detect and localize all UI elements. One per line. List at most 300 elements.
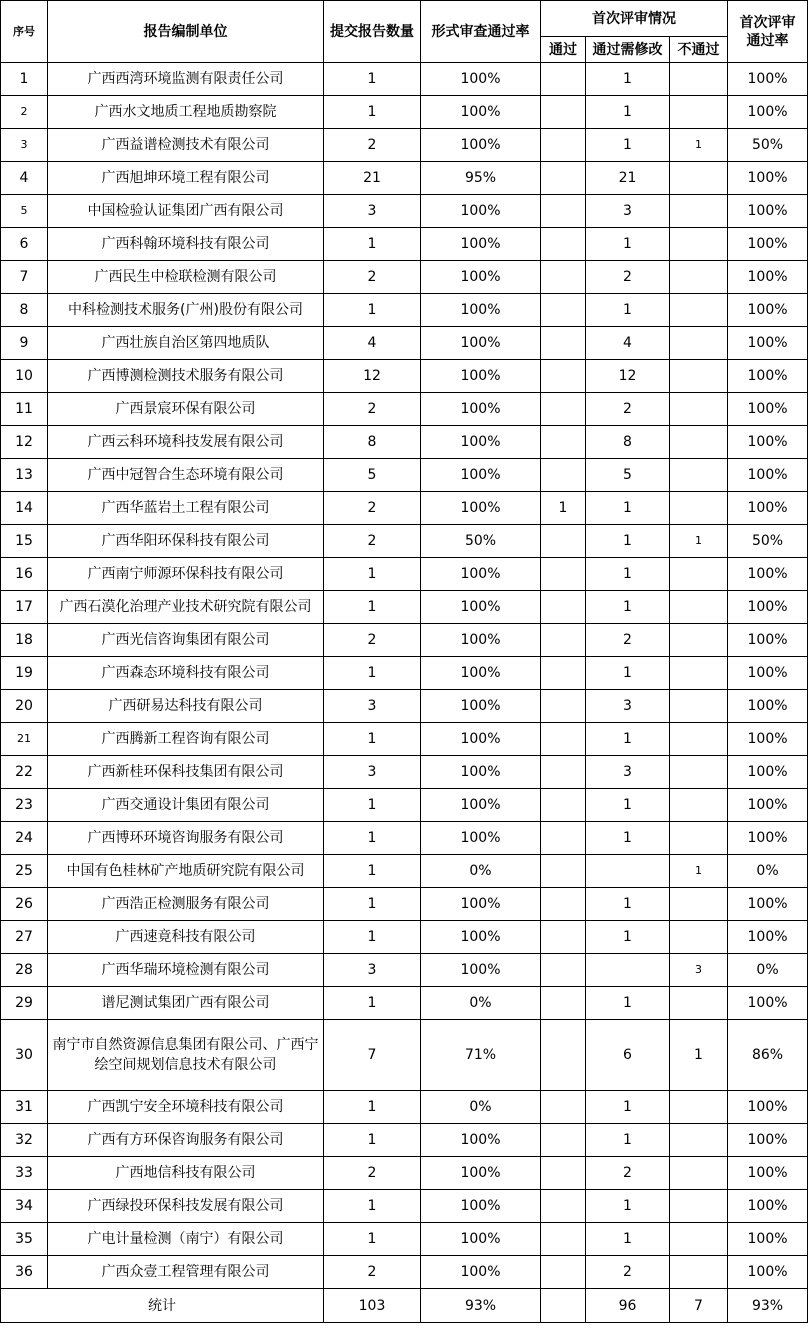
row-fail — [670, 195, 728, 228]
row-unit-name: 广西西湾环境监测有限责任公司 — [48, 63, 324, 96]
row-seq: 18 — [1, 624, 48, 657]
table-row — [1, 492, 808, 525]
row-pass — [541, 987, 586, 1020]
row-seq: 31 — [1, 1091, 48, 1124]
row-fail — [670, 690, 728, 723]
row-first-rate: 100% — [728, 789, 808, 822]
row-pass — [541, 195, 586, 228]
row-seq: 22 — [1, 756, 48, 789]
table-row — [1, 723, 808, 756]
row-unit-name: 广西腾新工程咨询有限公司 — [48, 723, 324, 756]
row-first-rate: 100% — [728, 1091, 808, 1124]
row-seq: 11 — [1, 393, 48, 426]
table-row — [1, 525, 808, 558]
row-pass-mod: 4 — [586, 327, 670, 360]
row-first-rate: 100% — [728, 393, 808, 426]
row-seq: 3 — [1, 129, 48, 162]
row-formal-rate: 50% — [421, 525, 541, 558]
row-formal-rate: 100% — [421, 195, 541, 228]
row-seq: 15 — [1, 525, 48, 558]
row-formal-rate: 100% — [421, 129, 541, 162]
row-unit-name: 广西森态环境科技有限公司 — [48, 657, 324, 690]
row-fail — [670, 657, 728, 690]
row-fail — [670, 624, 728, 657]
row-fail — [670, 822, 728, 855]
summary-formal: 93% — [421, 1289, 541, 1323]
row-first-rate: 100% — [728, 1124, 808, 1157]
row-first-rate: 100% — [728, 624, 808, 657]
row-first-rate: 100% — [728, 426, 808, 459]
row-fail — [670, 1223, 728, 1256]
table-row — [1, 1020, 808, 1091]
row-first-rate: 100% — [728, 63, 808, 96]
row-formal-rate: 0% — [421, 1091, 541, 1124]
table-row — [1, 1091, 808, 1124]
row-pass-mod: 2 — [586, 261, 670, 294]
row-first-rate: 100% — [728, 228, 808, 261]
row-seq: 5 — [1, 195, 48, 228]
row-count: 2 — [324, 492, 421, 525]
row-formal-rate: 100% — [421, 756, 541, 789]
row-count: 1 — [324, 657, 421, 690]
row-pass-mod: 1 — [586, 1091, 670, 1124]
row-fail — [670, 261, 728, 294]
row-formal-rate: 100% — [421, 459, 541, 492]
row-formal-rate: 100% — [421, 888, 541, 921]
row-unit-name: 广西科翰环境科技有限公司 — [48, 228, 324, 261]
row-count: 1 — [324, 1223, 421, 1256]
table-row — [1, 756, 808, 789]
table-row — [1, 822, 808, 855]
summary-label: 统计 — [1, 1289, 324, 1323]
table-row — [1, 261, 808, 294]
summary-count: 103 — [324, 1289, 421, 1323]
row-pass — [541, 690, 586, 723]
row-unit-name: 广西博测检测技术服务有限公司 — [48, 360, 324, 393]
row-seq: 25 — [1, 855, 48, 888]
row-fail — [670, 96, 728, 129]
header-pass-mod: 通过需修改 — [586, 37, 670, 63]
row-first-rate: 50% — [728, 129, 808, 162]
row-pass-mod: 1 — [586, 1223, 670, 1256]
row-unit-name: 广西新桂环保科技集团有限公司 — [48, 756, 324, 789]
row-fail — [670, 228, 728, 261]
row-count: 1 — [324, 888, 421, 921]
row-count: 3 — [324, 690, 421, 723]
row-count: 3 — [324, 756, 421, 789]
row-formal-rate: 100% — [421, 921, 541, 954]
row-pass — [541, 327, 586, 360]
row-pass — [541, 459, 586, 492]
row-fail — [670, 789, 728, 822]
table-row — [1, 558, 808, 591]
row-pass-mod: 1 — [586, 657, 670, 690]
row-count: 1 — [324, 591, 421, 624]
row-formal-rate: 100% — [421, 558, 541, 591]
row-unit-name: 广西壮族自治区第四地质队 — [48, 327, 324, 360]
row-first-rate: 100% — [728, 261, 808, 294]
row-unit-name: 广西交通设计集团有限公司 — [48, 789, 324, 822]
row-first-rate: 100% — [728, 921, 808, 954]
row-seq: 10 — [1, 360, 48, 393]
row-first-rate: 100% — [728, 327, 808, 360]
row-unit-name: 中国检验认证集团广西有限公司 — [48, 195, 324, 228]
row-unit-name: 广西旭坤环境工程有限公司 — [48, 162, 324, 195]
row-first-rate: 100% — [728, 1223, 808, 1256]
row-fail — [670, 459, 728, 492]
row-unit-name: 广西石漠化治理产业技术研究院有限公司 — [48, 591, 324, 624]
summary-pass — [541, 1289, 586, 1323]
row-pass — [541, 954, 586, 987]
row-formal-rate: 100% — [421, 327, 541, 360]
table-row — [1, 459, 808, 492]
row-fail — [670, 426, 728, 459]
table-row — [1, 954, 808, 987]
row-formal-rate: 100% — [421, 1223, 541, 1256]
row-count: 3 — [324, 195, 421, 228]
row-pass-mod: 1 — [586, 525, 670, 558]
row-fail — [670, 162, 728, 195]
row-fail — [670, 327, 728, 360]
header-seq: 序号 — [1, 1, 48, 63]
row-formal-rate: 100% — [421, 1157, 541, 1190]
row-unit-name: 广西南宁师源环保科技有限公司 — [48, 558, 324, 591]
row-seq: 19 — [1, 657, 48, 690]
header-formal-rate: 形式审查通过率 — [421, 1, 541, 63]
table-row — [1, 624, 808, 657]
row-pass — [541, 1157, 586, 1190]
row-formal-rate: 100% — [421, 228, 541, 261]
row-seq: 2 — [1, 96, 48, 129]
row-seq: 8 — [1, 294, 48, 327]
row-unit-name: 南宁市自然资源信息集团有限公司、广西宁绘空间规划信息技术有限公司 — [48, 1020, 324, 1091]
table-row — [1, 888, 808, 921]
table-row — [1, 195, 808, 228]
row-pass — [541, 1091, 586, 1124]
header-first-review: 首次评审情况 — [541, 1, 728, 37]
row-seq: 14 — [1, 492, 48, 525]
row-pass — [541, 162, 586, 195]
table-row — [1, 327, 808, 360]
row-seq: 33 — [1, 1157, 48, 1190]
row-unit-name: 广西浩正检测服务有限公司 — [48, 888, 324, 921]
row-fail — [670, 558, 728, 591]
row-seq: 4 — [1, 162, 48, 195]
row-pass-mod: 1 — [586, 921, 670, 954]
row-pass — [541, 1223, 586, 1256]
row-pass-mod: 21 — [586, 162, 670, 195]
table-row — [1, 162, 808, 195]
header-first-rate-line1: 首次评审 — [739, 14, 796, 31]
table-row — [1, 591, 808, 624]
row-first-rate: 100% — [728, 756, 808, 789]
summary-row — [1, 1289, 808, 1323]
row-pass — [541, 360, 586, 393]
row-count: 2 — [324, 129, 421, 162]
row-first-rate: 100% — [728, 162, 808, 195]
row-pass — [541, 129, 586, 162]
row-count: 1 — [324, 228, 421, 261]
row-fail — [670, 1157, 728, 1190]
row-unit-name: 广西有方环保咨询服务有限公司 — [48, 1124, 324, 1157]
row-pass-mod: 1 — [586, 888, 670, 921]
table-row — [1, 921, 808, 954]
row-first-rate: 100% — [728, 723, 808, 756]
table-row — [1, 426, 808, 459]
row-first-rate: 0% — [728, 855, 808, 888]
row-formal-rate: 100% — [421, 1124, 541, 1157]
row-pass — [541, 591, 586, 624]
row-count: 1 — [324, 789, 421, 822]
row-pass-mod: 3 — [586, 690, 670, 723]
row-unit-name: 广西绿投环保科技发展有限公司 — [48, 1190, 324, 1223]
summary-rate: 93% — [728, 1289, 808, 1323]
row-pass-mod: 3 — [586, 195, 670, 228]
row-seq: 24 — [1, 822, 48, 855]
row-first-rate: 100% — [728, 822, 808, 855]
row-unit-name: 广西华瑞环境检测有限公司 — [48, 954, 324, 987]
row-seq: 1 — [1, 63, 48, 96]
row-count: 2 — [324, 1256, 421, 1289]
row-count: 1 — [324, 1190, 421, 1223]
table-row — [1, 789, 808, 822]
row-unit-name: 广西凯宁安全环境科技有限公司 — [48, 1091, 324, 1124]
table-row — [1, 1124, 808, 1157]
row-seq: 36 — [1, 1256, 48, 1289]
row-fail — [670, 360, 728, 393]
row-pass-mod: 1 — [586, 789, 670, 822]
row-seq: 27 — [1, 921, 48, 954]
row-fail — [670, 294, 728, 327]
row-pass — [541, 1020, 586, 1091]
row-pass-mod: 1 — [586, 558, 670, 591]
row-seq: 17 — [1, 591, 48, 624]
row-pass — [541, 624, 586, 657]
row-first-rate: 86% — [728, 1020, 808, 1091]
row-count: 1 — [324, 558, 421, 591]
row-unit-name: 广电计量检测（南宁）有限公司 — [48, 1223, 324, 1256]
row-first-rate: 100% — [728, 987, 808, 1020]
row-formal-rate: 100% — [421, 261, 541, 294]
row-pass-mod: 1 — [586, 129, 670, 162]
row-first-rate: 100% — [728, 96, 808, 129]
row-count: 1 — [324, 1124, 421, 1157]
row-count: 12 — [324, 360, 421, 393]
row-seq: 32 — [1, 1124, 48, 1157]
row-count: 7 — [324, 1020, 421, 1091]
row-pass-mod: 12 — [586, 360, 670, 393]
row-first-rate: 100% — [728, 195, 808, 228]
row-count: 1 — [324, 96, 421, 129]
row-pass-mod: 3 — [586, 756, 670, 789]
row-count: 1 — [324, 294, 421, 327]
table-row — [1, 96, 808, 129]
row-unit-name: 广西地信科技有限公司 — [48, 1157, 324, 1190]
row-pass-mod: 8 — [586, 426, 670, 459]
row-pass — [541, 525, 586, 558]
row-seq: 21 — [1, 723, 48, 756]
row-unit-name: 广西水文地质工程地质勘察院 — [48, 96, 324, 129]
table-row — [1, 129, 808, 162]
row-seq: 34 — [1, 1190, 48, 1223]
row-seq: 7 — [1, 261, 48, 294]
row-fail — [670, 1124, 728, 1157]
row-count: 2 — [324, 1157, 421, 1190]
row-first-rate: 100% — [728, 591, 808, 624]
row-first-rate: 0% — [728, 954, 808, 987]
table-row — [1, 393, 808, 426]
row-pass-mod: 1 — [586, 987, 670, 1020]
row-fail — [670, 393, 728, 426]
row-count: 5 — [324, 459, 421, 492]
row-first-rate: 100% — [728, 492, 808, 525]
row-count: 1 — [324, 723, 421, 756]
row-pass-mod: 1 — [586, 723, 670, 756]
row-pass — [541, 723, 586, 756]
row-first-rate: 100% — [728, 1256, 808, 1289]
row-pass-mod: 2 — [586, 1256, 670, 1289]
header-fail: 不通过 — [670, 37, 728, 63]
row-first-rate: 100% — [728, 459, 808, 492]
table-body — [1, 63, 808, 1289]
row-pass: 1 — [541, 492, 586, 525]
row-seq: 16 — [1, 558, 48, 591]
row-fail — [670, 1256, 728, 1289]
table-row — [1, 690, 808, 723]
row-pass — [541, 228, 586, 261]
row-seq: 13 — [1, 459, 48, 492]
row-first-rate: 100% — [728, 657, 808, 690]
row-pass — [541, 1124, 586, 1157]
row-pass-mod: 1 — [586, 63, 670, 96]
row-formal-rate: 100% — [421, 393, 541, 426]
table-row — [1, 294, 808, 327]
row-unit-name: 广西众壹工程管理有限公司 — [48, 1256, 324, 1289]
row-fail — [670, 591, 728, 624]
row-pass-mod: 1 — [586, 492, 670, 525]
header-pass: 通过 — [541, 37, 586, 63]
row-formal-rate: 100% — [421, 954, 541, 987]
row-fail — [670, 63, 728, 96]
row-count: 2 — [324, 624, 421, 657]
row-unit-name: 广西华蓝岩土工程有限公司 — [48, 492, 324, 525]
row-formal-rate: 100% — [421, 426, 541, 459]
row-pass-mod: 2 — [586, 1157, 670, 1190]
table-row — [1, 1223, 808, 1256]
row-seq: 12 — [1, 426, 48, 459]
row-fail — [670, 987, 728, 1020]
row-pass-mod: 1 — [586, 1190, 670, 1223]
row-count: 2 — [324, 393, 421, 426]
row-fail: 1 — [670, 525, 728, 558]
row-unit-name: 广西速竟科技有限公司 — [48, 921, 324, 954]
row-pass — [541, 1256, 586, 1289]
table-row — [1, 657, 808, 690]
table-row — [1, 228, 808, 261]
row-count: 4 — [324, 327, 421, 360]
row-seq: 6 — [1, 228, 48, 261]
row-count: 1 — [324, 855, 421, 888]
row-pass — [541, 294, 586, 327]
row-first-rate: 100% — [728, 888, 808, 921]
row-pass-mod — [586, 954, 670, 987]
row-pass-mod: 1 — [586, 294, 670, 327]
row-pass-mod: 2 — [586, 624, 670, 657]
row-seq: 35 — [1, 1223, 48, 1256]
row-pass — [541, 558, 586, 591]
row-unit-name: 广西益谱检测技术有限公司 — [48, 129, 324, 162]
row-seq: 26 — [1, 888, 48, 921]
row-fail: 3 — [670, 954, 728, 987]
row-formal-rate: 100% — [421, 624, 541, 657]
row-unit-name: 广西博环环境咨询服务有限公司 — [48, 822, 324, 855]
table-row — [1, 1190, 808, 1223]
header-first-rate-line2: 通过率 — [746, 32, 789, 49]
row-fail — [670, 492, 728, 525]
row-pass — [541, 657, 586, 690]
row-fail: 1 — [670, 1020, 728, 1091]
summary-mod: 96 — [586, 1289, 670, 1323]
row-formal-rate: 100% — [421, 789, 541, 822]
row-pass — [541, 1190, 586, 1223]
header-unit: 报告编制单位 — [48, 1, 324, 63]
row-seq: 20 — [1, 690, 48, 723]
row-pass-mod: 5 — [586, 459, 670, 492]
row-formal-rate: 0% — [421, 855, 541, 888]
row-first-rate: 100% — [728, 690, 808, 723]
row-fail — [670, 921, 728, 954]
row-count: 1 — [324, 63, 421, 96]
row-formal-rate: 100% — [421, 492, 541, 525]
row-pass — [541, 261, 586, 294]
row-pass — [541, 96, 586, 129]
header-count: 提交报告数量 — [324, 1, 421, 63]
row-formal-rate: 100% — [421, 690, 541, 723]
row-formal-rate: 71% — [421, 1020, 541, 1091]
row-fail: 1 — [670, 855, 728, 888]
row-formal-rate: 95% — [421, 162, 541, 195]
row-fail — [670, 888, 728, 921]
row-unit-name: 广西中冠智合生态环境有限公司 — [48, 459, 324, 492]
row-pass — [541, 888, 586, 921]
row-unit-name: 广西研易达科技有限公司 — [48, 690, 324, 723]
row-formal-rate: 100% — [421, 1190, 541, 1223]
row-formal-rate: 100% — [421, 1256, 541, 1289]
row-count: 1 — [324, 987, 421, 1020]
row-first-rate: 100% — [728, 1157, 808, 1190]
row-pass — [541, 426, 586, 459]
row-formal-rate: 0% — [421, 987, 541, 1020]
row-seq: 23 — [1, 789, 48, 822]
row-pass-mod: 2 — [586, 393, 670, 426]
row-pass — [541, 789, 586, 822]
row-pass — [541, 63, 586, 96]
table-row — [1, 1256, 808, 1289]
row-unit-name: 广西景宸环保有限公司 — [48, 393, 324, 426]
row-formal-rate: 100% — [421, 294, 541, 327]
row-pass-mod: 1 — [586, 591, 670, 624]
row-formal-rate: 100% — [421, 96, 541, 129]
row-unit-name: 中科检测技术服务(广州)股份有限公司 — [48, 294, 324, 327]
row-fail — [670, 756, 728, 789]
row-pass — [541, 756, 586, 789]
row-pass-mod: 1 — [586, 228, 670, 261]
row-pass-mod — [586, 855, 670, 888]
row-unit-name: 广西民生中检联检测有限公司 — [48, 261, 324, 294]
row-fail — [670, 1091, 728, 1124]
row-unit-name: 广西华阳环保科技有限公司 — [48, 525, 324, 558]
row-pass-mod: 1 — [586, 1124, 670, 1157]
